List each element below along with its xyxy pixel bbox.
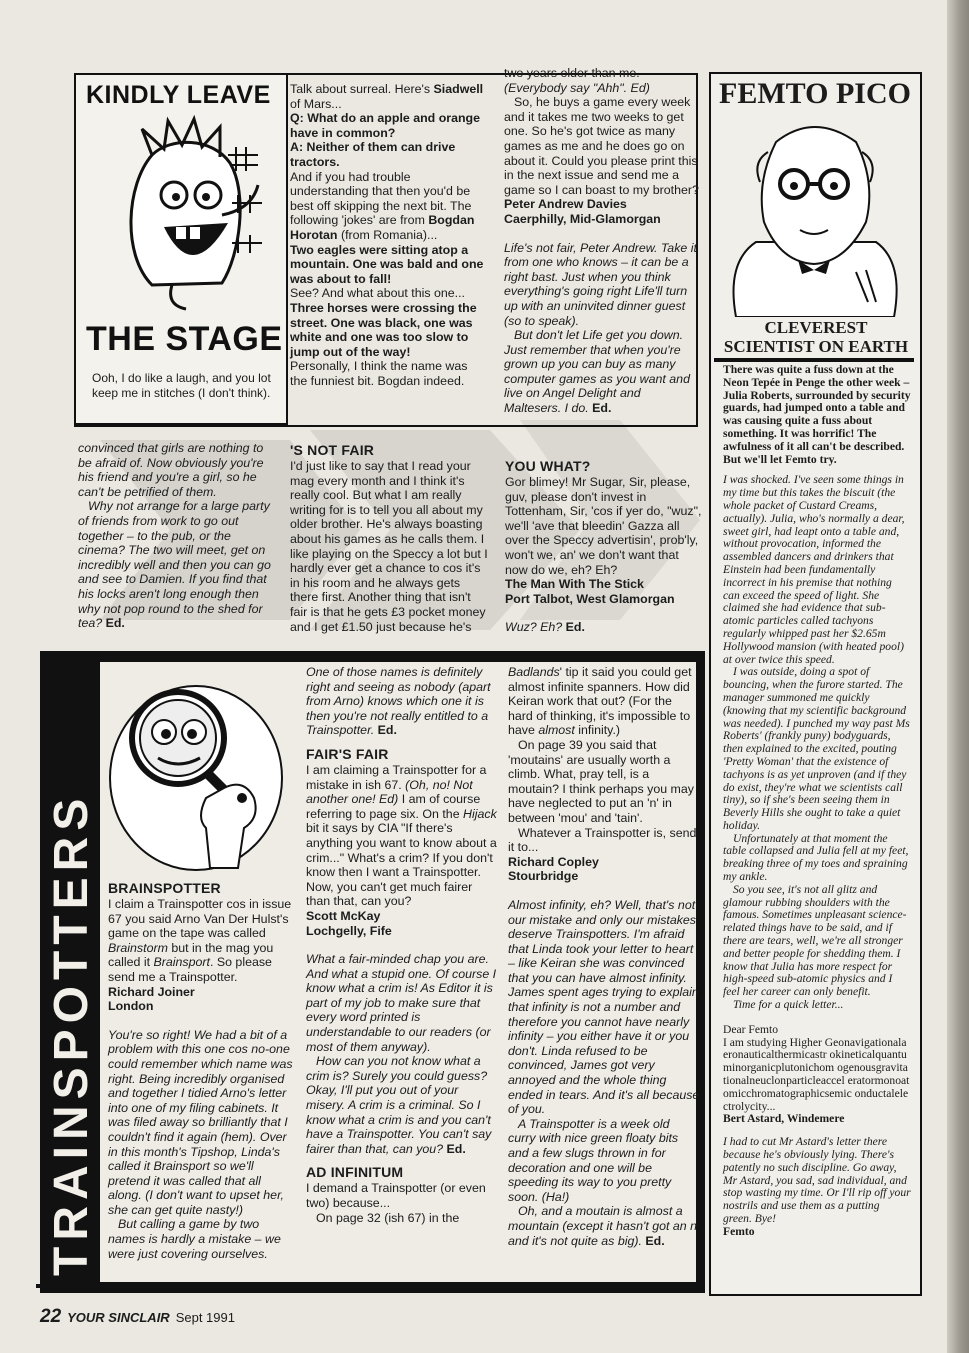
brainspotter-reply-1: You're so right! We had a bit of a problem with this one cos no-one could remember which name was right. Being incredibly organised and together I tidied Arno's letter into one of my filing cabinets. It was filed away so brilliantly that I couldn't find it again (hem). Over in this month's Tipshop, Linda's called it Brainsport so we'll pretend it was called that all along. (I don't want to upset her, she can get quite nasty!) [108,1027,293,1217]
you-what-signature-place: Port Talbot, West Glamorgan [505,591,675,606]
femto-reply: I had to cut Mr Astard's letter there because he's obviously lying. There's patently no such discipline. Go away, Mr Astard, you sad, sad individual, and stop wasting my time. Or I'll rip off your nostrils and use them as a putting green. Bye! [723,1135,911,1225]
kindly-question: Q: What do an apple and orange have in common? [290,111,480,140]
fairs-fair-signature-place: Lochgelly, Fife [306,923,392,938]
kindly-joke-1: Two eagles were sitting atop a mountain. One was bald and one was about to fall! [290,242,484,286]
magazine-name: YOUR SINCLAIR [67,1310,170,1325]
femto-divider [714,358,914,362]
scientist-portrait-illustration [716,112,912,317]
kindly-leave-panel [74,73,288,425]
brainspotter-heading: BRAINSPOTTER [108,880,221,896]
ad-infinitum-reply-3: Oh, and a moutain is almost a mountain (except it hasn't got an n and it's not quite as big). Ed. [508,1204,698,1248]
kindly-col2-aside: (Everybody say "Ahh". Ed) [504,80,650,95]
femto-pico-subtitle: CLEVEREST SCIENTIST ON EARTH [723,318,909,356]
ad-infinitum-signature-name: Richard Copley [508,854,599,869]
femto-para-2: I was outside, doing a spot of bouncing, when the furore started. The manager summoned me quickly (knowing that my scientific background was needed). I punched my way past Ms Roberts' (frankly puny) bodyguards, then explained to the excited, pouting 'Pretty Woman' that the existence of tachyons is as yet unproven (and if they do exist, they're what we scientists call tiny), so if she's been seeing them in Beverly Hills she ought to take a quiet holiday. [723,665,910,832]
femto-para-3: Unfortunately at that moment the table collapsed and Julia fell at my feet, breaking three of my toes and spraining my ankle. [723,831,909,884]
kindly-leave-header: KINDLY LEAVE [86,81,271,109]
trainspotters-column-1 [108,876,296,1261]
trainspotters-bottom-rule [36,1284,666,1288]
femto-para-5: Time for a quick letter... [733,998,844,1012]
page-edge-shadow [947,0,969,1353]
fairs-fair-heading: FAIR'S FAIR [306,745,389,762]
femto-para-4: So you see, it's not all glitz and glamour rubbing shoulders with the famous. Sometimes unpleasant science-related things have to be said, and if there are tears, well, we're all stronger and better people for shedding them. I know that Julia has more respect for high-speed sub-atomic physics and I feel her career can only benefit. [723,882,907,999]
femto-body [723,364,911,1239]
trainspotters-column-2 [306,665,498,1225]
page-number: 22 [40,1306,62,1327]
femto-reply-signature: Femto [723,1224,755,1238]
trainspotters-col2-reply: One of those names is definitely right and seeing as nobody (apart from Arno) knows which one it is then you're not really entitled to a Trainspotter. Ed. [306,665,491,738]
femto-intro: There was quite a fuss down at the Neon Tepée in Penge the other week – Julia Roberts, surrounded by security guards, had jumped onto a table and was causing quite a fuss about something. It was horrific! The awfulness of it all can't be described. But we'll let Femto try. [723,363,911,466]
ad-infinitum-reply-1: Almost infinity, eh? Well, that's not our mistake and only our mistakes deserve Trainspotters. I'm afraid that Linda took your letter to heart – like Keiran she was convinced that you can have almost infinity. James spent ages trying to explain that infinity is not a number and therefore you cannot have nearly infinity – you either have it or you don't. Linda refused to be convinced, James got very annoyed and the whole thing ended in tears. And it's all because of you. [508,897,700,1117]
you-what-reply: Wuz? Eh? Ed. [505,620,585,635]
kindly-para-2: And if you had trouble understanding that then you'd be best off skipping the next bit. The following 'jokes' are from Bogdan Horotan (from Romania)... [290,169,475,242]
trainspotters-column-3 [508,665,700,1248]
trainspotters-vertical-title: TRAINSPOTTERS [45,792,98,1276]
ad-infinitum-body-2: On page 32 (ish 67) in the [316,1210,460,1225]
ad-infinitum-signature-place: Stourbridge [508,869,579,884]
brainspotter-signature-name: Richard Joiner [108,984,195,999]
ad-infinitum-body-5: Whatever a Trainspotter is, send it to... [508,825,697,855]
ad-infinitum-body-1: I demand a Trainspotter (or even two) because... [306,1181,486,1210]
ad-infinitum-heading: AD INFINITUM [306,1164,404,1181]
mid-column-3 [505,454,703,635]
kindly-column-1 [290,82,488,388]
mid-column-1 [78,441,274,631]
fairs-fair-body: I am claiming a Trainspotter for a mistake in ish 67. (Oh, no! Not another one! Ed) I am of course referring to page six. On the Hijack bit it says by CIA "If there's anything you want to know about a crim..." What's a crim? If you don't know then I want a Trainspotter. Now, you can't get much fairer than that, can you? [306,762,497,909]
kindly-joke-2: Three horses were crossing the street. One was black, one was white and one was too slow to jump out of the way! [290,300,477,359]
kindly-para-4: Personally, I think the name was the funniest bit. Bogdan indeed. [290,359,468,388]
femto-letter-greeting: Dear Femto [723,1022,779,1036]
mid-col1-para-2: Why not arrange for a large party of friends from work to go out together – to the pub, or the cinema? The two will meet, get on incredibly well and then you can go and see to Damien. If you find that his locks aren't long enough then why not pop round to the shed for tea? Ed. [78,499,271,631]
snot-fair-heading: 'S NOT FAIR [290,442,375,458]
femto-pico-title: FEMTO PICO [719,77,911,110]
kindly-col2-reply-1: Life's not fair, Peter Andrew. Take it from one who knows – it can be a right bast. Just when you think everything's going right Life'll turn up with an uninvited dinner guest (so to speak). [504,240,697,328]
you-what-heading: YOU WHAT? [505,458,591,474]
kindly-answer: A: Neither of them can drive tractors. [290,140,456,169]
cartoon-laughing-face-illustration [112,115,272,315]
kindly-intro: Talk about surreal. Here's Siadwell of Mars... [290,82,484,111]
femto-letter-body: I am studying Higher Geonavigationalaeronauticalthermicastr okineticalquantuminorganicplutonichom ogenousgravitationalneuclonparticleaccel eratormonoatomicchromatographicsemic onductalelectrolycity... [723,1035,910,1113]
fairs-fair-reply-2: How can you not know what a crim is? Surely you could guess? Okay, I'll put you out of your misery. A crim is a criminal. So I know what a crim is and you can't have a Trainspotter. You can't say fairer than that, can you? Ed. [306,1054,492,1156]
kindly-col2-signature-name: Peter Andrew Davies [504,197,627,212]
kindly-col2-signature-place: Caerphilly, Mid-Glamorgan [504,211,661,226]
kindly-column-2 [504,66,700,416]
brainspotter-signature-place: London [108,999,154,1014]
kindly-col2-line: two years older than me. [504,66,640,80]
femto-para-1: I was shocked. I've seen some things in my time but this takes the biscuit (the whole packet of Custard Creams, actually). Julia, who's normally a dear, sweet girl, had leapt onto a table and, without provocation, informed the assembled dancers and drinkers that Einstein had been fundamentally incorrect in his premise that nothing can exceed the speed of light. She claimed she had evidence that sub-atomic particles called tachyons regularly whipped past her $2.65m Hollywood mansion (with heated pool) at over twice this speed. [723,473,905,666]
mid-col1-para-1: convinced that girls are nothing to be afraid of. Now obviously you're his friend and you're a girl, so he can't be petrified of them. [78,441,264,499]
kindly-col2-reply-2: But don't let Life get you down. Just remember that when you're grown up you can buy as many computer games as you want and live on Angel Delight and Maltesers. I do. Ed. [504,328,690,416]
page-footer [40,1306,235,1326]
brainspotter-body: I claim a Trainspotter cos in issue 67 you said Arno Van Der Hulst's game on the tape was called Brainstorm but in the mag you called it Brainsport. So please send me a Trainspotter. [108,897,292,984]
the-stage-header: THE STAGE [86,320,283,358]
ad-infinitum-reply-2: A Trainspotter is a week old curry with nice green floaty bits and a few slugs thrown in for decoration and one will be speeding its way to you pretty soon. (Ha!) [508,1116,679,1204]
kindly-col2-para: So, he buys a game every week and it takes me two weeks to get one. So he's got twice as many games as me and he does go on about it. Could you please print this in the next issue and send me a game so I can boast to my brother? [504,95,699,197]
ad-infinitum-body-4: On page 39 you said that 'moutains' are usually worth a climb. What, pray tell, is a moutain? I think perhaps you may have neglected to put an 'n' in between 'mou' and 'tain'. [508,737,694,825]
issue-date: Sept 1991 [175,1310,235,1325]
mid-column-2 [290,438,490,634]
kindly-caption: Ooh, I do like a laugh, and you lot keep me in stitches (I don't think). [92,371,271,400]
ad-infinitum-body-3: Badlands' tip it said you could get almost infinite spanners. How did Keiran work that out? (For the hard of thinking, it's impossible to have almost infinity.) [508,665,692,738]
brainspotter-reply-2: But calling a game by two names is hardly a mistake – we were just covering ourselves. [108,1217,281,1261]
you-what-signature-name: The Man With The Stick [505,577,644,592]
kindly-para-3: See? And what about this one... [290,286,465,301]
fairs-fair-signature-name: Scott McKay [306,908,381,923]
fairs-fair-reply-1: What a fair-minded chap you are. And what a stupid one. Of course I know what a crim is! As Editor it is part of my job to make sure that every word printed is understandable to our readers (or most of them anyway). [306,952,497,1054]
snot-fair-body: I'd just like to say that I read your mag every month and I think it's really cool. But what I am really writing for is to tell you all about my older brother. He's always boasting about his games as he calls them. I like playing on the Speccy a lot but I hardly ever get a chance to cos it's in his room and he always gets there first. Another thing that isn't fair is that he gets £3 pocket money and I get £1.50 just because he's [290,459,488,634]
femto-letter-signature: Bert Astard, Windemere [723,1112,845,1126]
magnifying-glass-cartoon-illustration [106,668,296,873]
you-what-body: Gor blimey! Mr Sugar, Sir, please, guv, please don't invest in Tottenham, Sir, 'cos if yer do, "wuz", we'll 'ave that bleedin' Gazza all over the Speccy advertisin', prob'ly, won't we, an' we don't want that now do we, eh? Eh? [505,475,702,577]
